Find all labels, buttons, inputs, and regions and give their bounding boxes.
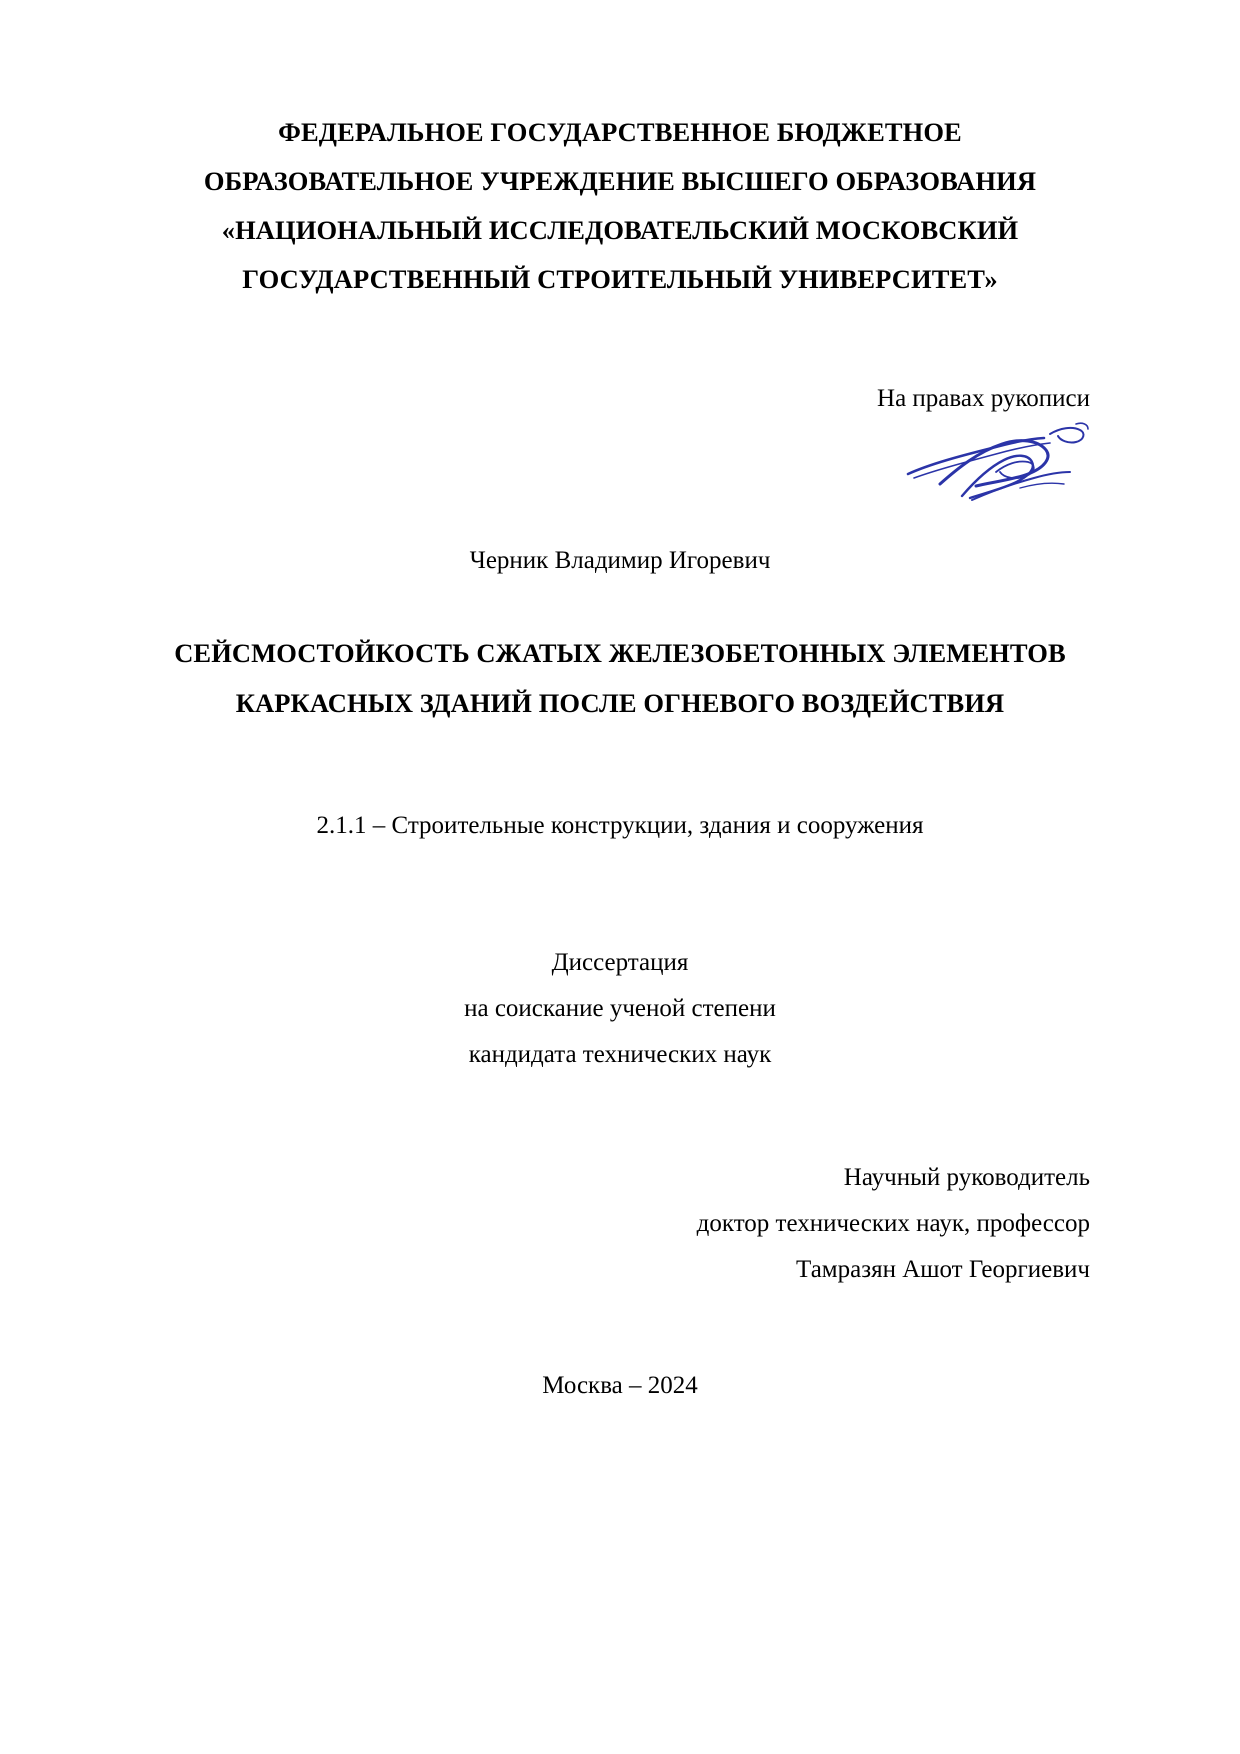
degree-line-1: Диссертация <box>551 949 689 976</box>
specialty-code: 2.1.1 – Строительные конструкции, здания и сооружения <box>316 812 924 839</box>
supervisor-degree: доктор технических наук, профессор <box>696 1210 1090 1237</box>
thesis-title <box>120 628 1120 728</box>
supervisor-name: Тамразян Ашот Георгиевич <box>796 1256 1090 1283</box>
manuscript-rights-label: На правах рукописи <box>877 385 1090 412</box>
thesis-title-line-2: КАРКАСНЫХ ЗДАНИЙ ПОСЛЕ ОГНЕВОГО ВОЗДЕЙСТВИЯ <box>235 688 1005 718</box>
organization-line-2: ОБРАЗОВАТЕЛЬНОЕ УЧРЕЖДЕНИЕ ВЫСШЕГО ОБРАЗОВАНИЯ <box>203 166 1037 196</box>
organization-line-1: ФЕДЕРАЛЬНОЕ ГОСУДАРСТВЕННОЕ БЮДЖЕТНОЕ <box>278 117 962 147</box>
handwritten-signature-icon <box>900 412 1090 512</box>
degree-line-2: на соискание ученой степени <box>464 995 776 1022</box>
supervisor-block <box>400 1155 1090 1293</box>
thesis-title-line-1: СЕЙСМОСТОЙКОСТЬ СЖАТЫХ ЖЕЛЕЗОБЕТОННЫХ ЭЛЕМЕНТОВ <box>174 638 1066 668</box>
organization-line-4: ГОСУДАРСТВЕННЫЙ СТРОИТЕЛЬНЫЙ УНИВЕРСИТЕТ» <box>242 264 998 294</box>
supervisor-role: Научный руководитель <box>843 1164 1090 1191</box>
organization-line-3: «НАЦИОНАЛЬНЫЙ ИССЛЕДОВАТЕЛЬСКИЙ МОСКОВСКИЙ <box>221 215 1019 245</box>
organization-header <box>150 108 1090 304</box>
degree-block <box>150 940 1090 1078</box>
author-name: Черник Владимир Игоревич <box>469 547 771 574</box>
manuscript-rights-block <box>620 384 1090 414</box>
degree-line-3: кандидата технических наук <box>468 1041 772 1068</box>
place-and-year: Москва – 2024 <box>542 1372 698 1399</box>
